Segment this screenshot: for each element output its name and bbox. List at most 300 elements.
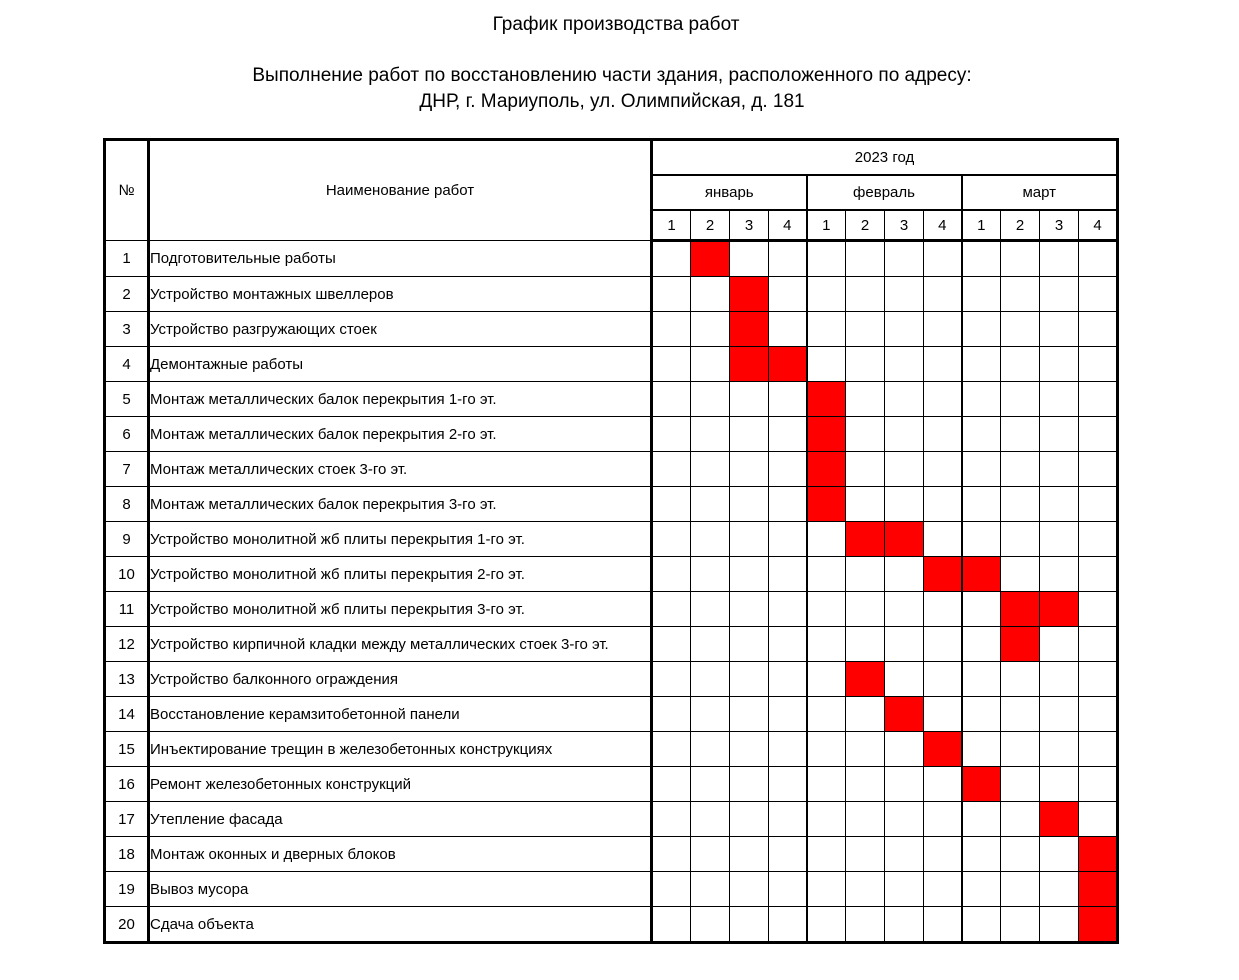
task-number: 16 [105,767,149,802]
schedule-cell [962,697,1001,732]
schedule-cell [652,907,691,943]
schedule-cell [691,487,730,522]
schedule-cell [962,662,1001,697]
schedule-cell [769,697,807,732]
schedule-cell [730,837,769,872]
task-number: 4 [105,347,149,382]
schedule-cell [962,452,1001,487]
schedule-cell [962,907,1001,943]
schedule-cell [885,417,924,452]
task-name: Монтаж металлических балок перекрытия 3-го эт. [149,487,652,522]
schedule-cell [1079,802,1118,837]
schedule-cell [846,382,885,417]
table-row [105,697,1118,732]
schedule-cell [846,837,885,872]
schedule-cell [885,907,924,943]
schedule-cell [691,662,730,697]
schedule-cell [1040,487,1079,522]
schedule-cell [846,487,885,522]
schedule-cell [730,382,769,417]
schedule-cell [962,592,1001,627]
schedule-cell [652,277,691,312]
name-header: Наименование работ [149,140,652,241]
schedule-cell [885,347,924,382]
schedule-bar-cell [691,241,730,277]
schedule-cell [1079,487,1118,522]
schedule-cell [924,907,962,943]
table-row [105,277,1118,312]
task-number: 15 [105,732,149,767]
schedule-cell [691,872,730,907]
schedule-bar-cell [1079,837,1118,872]
week-header-1-2: 2 [691,210,730,241]
schedule-cell [924,241,962,277]
table-row [105,627,1118,662]
week-header-1-3: 3 [730,210,769,241]
table-row [105,522,1118,557]
schedule-cell [769,802,807,837]
schedule-cell [730,872,769,907]
task-name: Устройство монолитной жб плиты перекрытия 2-го эт. [149,557,652,592]
schedule-cell [846,907,885,943]
schedule-cell [1001,732,1040,767]
schedule-cell [962,417,1001,452]
schedule-cell [846,277,885,312]
schedule-cell [691,627,730,662]
schedule-cell [1001,312,1040,347]
page-subtitle [0,63,1224,115]
schedule-cell [1040,382,1079,417]
schedule-cell [730,452,769,487]
week-header-3-1: 1 [962,210,1001,241]
schedule-cell [1079,697,1118,732]
task-name: Монтаж оконных и дверных блоков [149,837,652,872]
schedule-bar-cell [807,382,846,417]
schedule-bar-cell [1040,592,1079,627]
schedule-cell [846,767,885,802]
task-number: 12 [105,627,149,662]
schedule-cell [691,522,730,557]
table-row [105,872,1118,907]
schedule-cell [1001,557,1040,592]
schedule-cell [807,241,846,277]
schedule-cell [1079,312,1118,347]
schedule-cell [1079,557,1118,592]
task-number: 9 [105,522,149,557]
schedule-cell [652,382,691,417]
year-header: 2023 год [652,140,1118,176]
table-row [105,382,1118,417]
schedule-cell [885,452,924,487]
schedule-bar-cell [1001,627,1040,662]
schedule-cell [885,277,924,312]
week-header-3-2: 2 [1001,210,1040,241]
schedule-bar-cell [807,452,846,487]
schedule-cell [1079,522,1118,557]
subtitle-line-1: Выполнение работ по восстановлению части здания, расположенного по адресу: [252,65,972,86]
schedule-cell [691,767,730,802]
schedule-cell [807,697,846,732]
schedule-cell [807,522,846,557]
schedule-cell [652,452,691,487]
table-row [105,907,1118,943]
schedule-cell [807,907,846,943]
schedule-bar-cell [807,417,846,452]
schedule-cell [652,802,691,837]
schedule-cell [652,662,691,697]
schedule-cell [1040,241,1079,277]
schedule-cell [769,522,807,557]
schedule-cell [652,767,691,802]
schedule-cell [1079,732,1118,767]
schedule-cell [924,592,962,627]
schedule-cell [1040,452,1079,487]
schedule-cell [691,417,730,452]
schedule-cell [1001,767,1040,802]
schedule-bar-cell [924,557,962,592]
schedule-cell [691,277,730,312]
task-number: 8 [105,487,149,522]
schedule-bar-cell [807,487,846,522]
schedule-cell [846,312,885,347]
schedule-cell [1001,837,1040,872]
schedule-bar-cell [730,347,769,382]
schedule-cell [769,417,807,452]
month-header-february: февраль [807,175,962,210]
schedule-cell [962,312,1001,347]
schedule-cell [924,347,962,382]
schedule-cell [769,662,807,697]
schedule-cell [846,697,885,732]
schedule-cell [1079,241,1118,277]
task-name: Ремонт железобетонных конструкций [149,767,652,802]
schedule-cell [730,557,769,592]
task-name: Монтаж металлических балок перекрытия 1-го эт. [149,382,652,417]
schedule-cell [924,627,962,662]
schedule-cell [1001,487,1040,522]
schedule-cell [924,417,962,452]
schedule-cell [924,767,962,802]
table-row [105,592,1118,627]
task-number: 11 [105,592,149,627]
schedule-cell [691,347,730,382]
task-name: Устройство монолитной жб плиты перекрытия 3-го эт. [149,592,652,627]
schedule-cell [652,312,691,347]
schedule-cell [691,837,730,872]
schedule-cell [807,802,846,837]
schedule-cell [962,872,1001,907]
task-name: Восстановление керамзитобетонной панели [149,697,652,732]
schedule-cell [924,697,962,732]
schedule-cell [769,627,807,662]
schedule-cell [807,837,846,872]
task-number: 18 [105,837,149,872]
schedule-cell [1079,417,1118,452]
schedule-cell [885,732,924,767]
task-name: Инъектирование трещин в железобетонных конструкциях [149,732,652,767]
task-number: 6 [105,417,149,452]
week-header-1-1: 1 [652,210,691,241]
task-list [105,241,1118,943]
week-header-2-4: 4 [924,210,962,241]
schedule-cell [769,907,807,943]
schedule-cell [962,487,1001,522]
schedule-cell [885,802,924,837]
gantt-table [103,138,1119,944]
schedule-cell [846,452,885,487]
week-header-2-2: 2 [846,210,885,241]
schedule-bar-cell [1079,872,1118,907]
schedule-cell [730,662,769,697]
schedule-cell [807,277,846,312]
table-row [105,487,1118,522]
schedule-cell [691,697,730,732]
schedule-cell [691,802,730,837]
page-title: График производства работ [492,14,740,35]
schedule-cell [730,627,769,662]
schedule-cell [1040,417,1079,452]
schedule-cell [1040,557,1079,592]
schedule-cell [1079,347,1118,382]
schedule-cell [652,837,691,872]
schedule-cell [769,241,807,277]
schedule-cell [691,382,730,417]
schedule-cell [1040,732,1079,767]
schedule-cell [652,417,691,452]
num-header: № [105,140,149,241]
schedule-bar-cell [885,522,924,557]
schedule-cell [1079,452,1118,487]
task-name: Устройство кирпичной кладки между металлических стоек 3-го эт. [149,627,652,662]
schedule-cell [1040,522,1079,557]
schedule-cell [924,312,962,347]
schedule-cell [1079,767,1118,802]
schedule-cell [807,767,846,802]
schedule-bar-cell [885,697,924,732]
schedule-cell [924,662,962,697]
task-name: Утепление фасада [149,802,652,837]
table-row [105,347,1118,382]
schedule-bar-cell [730,277,769,312]
task-number: 13 [105,662,149,697]
schedule-cell [652,697,691,732]
month-header-january: январь [652,175,807,210]
schedule-cell [1079,382,1118,417]
schedule-cell [807,627,846,662]
schedule-cell [846,872,885,907]
schedule-cell [924,452,962,487]
schedule-cell [962,627,1001,662]
schedule-cell [1001,347,1040,382]
schedule-cell [652,557,691,592]
schedule-cell [1040,662,1079,697]
schedule-cell [1040,837,1079,872]
table-row [105,837,1118,872]
task-name: Устройство разгружающих стоек [149,312,652,347]
task-name: Подготовительные работы [149,241,652,277]
schedule-cell [769,732,807,767]
schedule-cell [1001,697,1040,732]
schedule-cell [962,837,1001,872]
table-row [105,732,1118,767]
schedule-cell [1001,907,1040,943]
schedule-cell [1079,662,1118,697]
task-number: 20 [105,907,149,943]
task-number: 19 [105,872,149,907]
schedule-cell [846,557,885,592]
schedule-bar-cell [1001,592,1040,627]
task-number: 3 [105,312,149,347]
schedule-cell [885,592,924,627]
schedule-cell [730,522,769,557]
schedule-cell [691,557,730,592]
task-name: Демонтажные работы [149,347,652,382]
schedule-cell [1001,452,1040,487]
week-header-1-4: 4 [769,210,807,241]
schedule-cell [769,487,807,522]
schedule-cell [885,241,924,277]
schedule-bar-cell [730,312,769,347]
schedule-cell [691,592,730,627]
schedule-cell [1040,312,1079,347]
schedule-cell [652,872,691,907]
schedule-cell [807,732,846,767]
schedule-cell [1079,592,1118,627]
schedule-cell [807,662,846,697]
schedule-cell [730,417,769,452]
table-row [105,767,1118,802]
schedule-cell [1001,417,1040,452]
schedule-cell [691,732,730,767]
table-row [105,241,1118,277]
schedule-cell [1001,802,1040,837]
task-number: 14 [105,697,149,732]
schedule-cell [730,732,769,767]
schedule-cell [730,767,769,802]
schedule-cell [1001,241,1040,277]
task-name: Устройство балконного ограждения [149,662,652,697]
task-name: Устройство монтажных швеллеров [149,277,652,312]
schedule-cell [1001,872,1040,907]
schedule-cell [924,837,962,872]
schedule-cell [807,347,846,382]
schedule-cell [924,872,962,907]
schedule-cell [691,452,730,487]
month-header-march: март [962,175,1118,210]
schedule-cell [769,382,807,417]
subtitle-line-2: ДНР, г. Мариуполь, ул. Олимпийская, д. 181 [419,91,805,112]
task-number: 10 [105,557,149,592]
schedule-cell [730,487,769,522]
schedule-cell [885,767,924,802]
schedule-cell [807,312,846,347]
schedule-cell [885,662,924,697]
schedule-cell [1001,382,1040,417]
schedule-cell [1079,627,1118,662]
schedule-cell [730,907,769,943]
table-row [105,417,1118,452]
schedule-cell [1040,627,1079,662]
task-name: Монтаж металлических балок перекрытия 2-го эт. [149,417,652,452]
schedule-cell [769,872,807,907]
task-number: 5 [105,382,149,417]
schedule-cell [807,557,846,592]
task-number: 2 [105,277,149,312]
schedule-cell [1040,872,1079,907]
schedule-cell [730,592,769,627]
task-name: Устройство монолитной жб плиты перекрытия 1-го эт. [149,522,652,557]
schedule-bar-cell [962,557,1001,592]
schedule-cell [962,382,1001,417]
schedule-cell [885,382,924,417]
schedule-bar-cell [924,732,962,767]
schedule-cell [1040,697,1079,732]
schedule-bar-cell [846,522,885,557]
schedule-cell [1040,277,1079,312]
schedule-cell [962,347,1001,382]
schedule-cell [769,452,807,487]
schedule-cell [924,487,962,522]
schedule-cell [769,837,807,872]
schedule-cell [1040,767,1079,802]
schedule-cell [924,522,962,557]
task-number: 7 [105,452,149,487]
task-name: Вывоз мусора [149,872,652,907]
schedule-cell [652,732,691,767]
table-row [105,452,1118,487]
schedule-bar-cell [846,662,885,697]
schedule-cell [924,382,962,417]
schedule-cell [807,592,846,627]
schedule-cell [691,907,730,943]
task-name: Сдача объекта [149,907,652,943]
schedule-cell [885,312,924,347]
week-header-2-3: 3 [885,210,924,241]
schedule-cell [1001,522,1040,557]
schedule-cell [1079,277,1118,312]
schedule-cell [1040,907,1079,943]
schedule-cell [885,487,924,522]
table-row [105,662,1118,697]
week-header-3-3: 3 [1040,210,1079,241]
schedule-cell [652,487,691,522]
schedule-bar-cell [769,347,807,382]
schedule-cell [652,241,691,277]
schedule-cell [962,522,1001,557]
table-row [105,802,1118,837]
table-row [105,557,1118,592]
schedule-cell [846,802,885,837]
schedule-cell [652,522,691,557]
schedule-cell [730,241,769,277]
schedule-cell [962,732,1001,767]
week-header-3-4: 4 [1079,210,1118,241]
schedule-bar-cell [962,767,1001,802]
schedule-cell [846,592,885,627]
schedule-cell [652,592,691,627]
schedule-cell [691,312,730,347]
schedule-cell [769,592,807,627]
schedule-cell [962,277,1001,312]
week-header-2-1: 1 [807,210,846,241]
schedule-cell [885,627,924,662]
schedule-cell [769,312,807,347]
schedule-cell [846,732,885,767]
gantt-header [105,140,1118,241]
schedule-cell [846,417,885,452]
schedule-cell [962,802,1001,837]
schedule-cell [846,347,885,382]
